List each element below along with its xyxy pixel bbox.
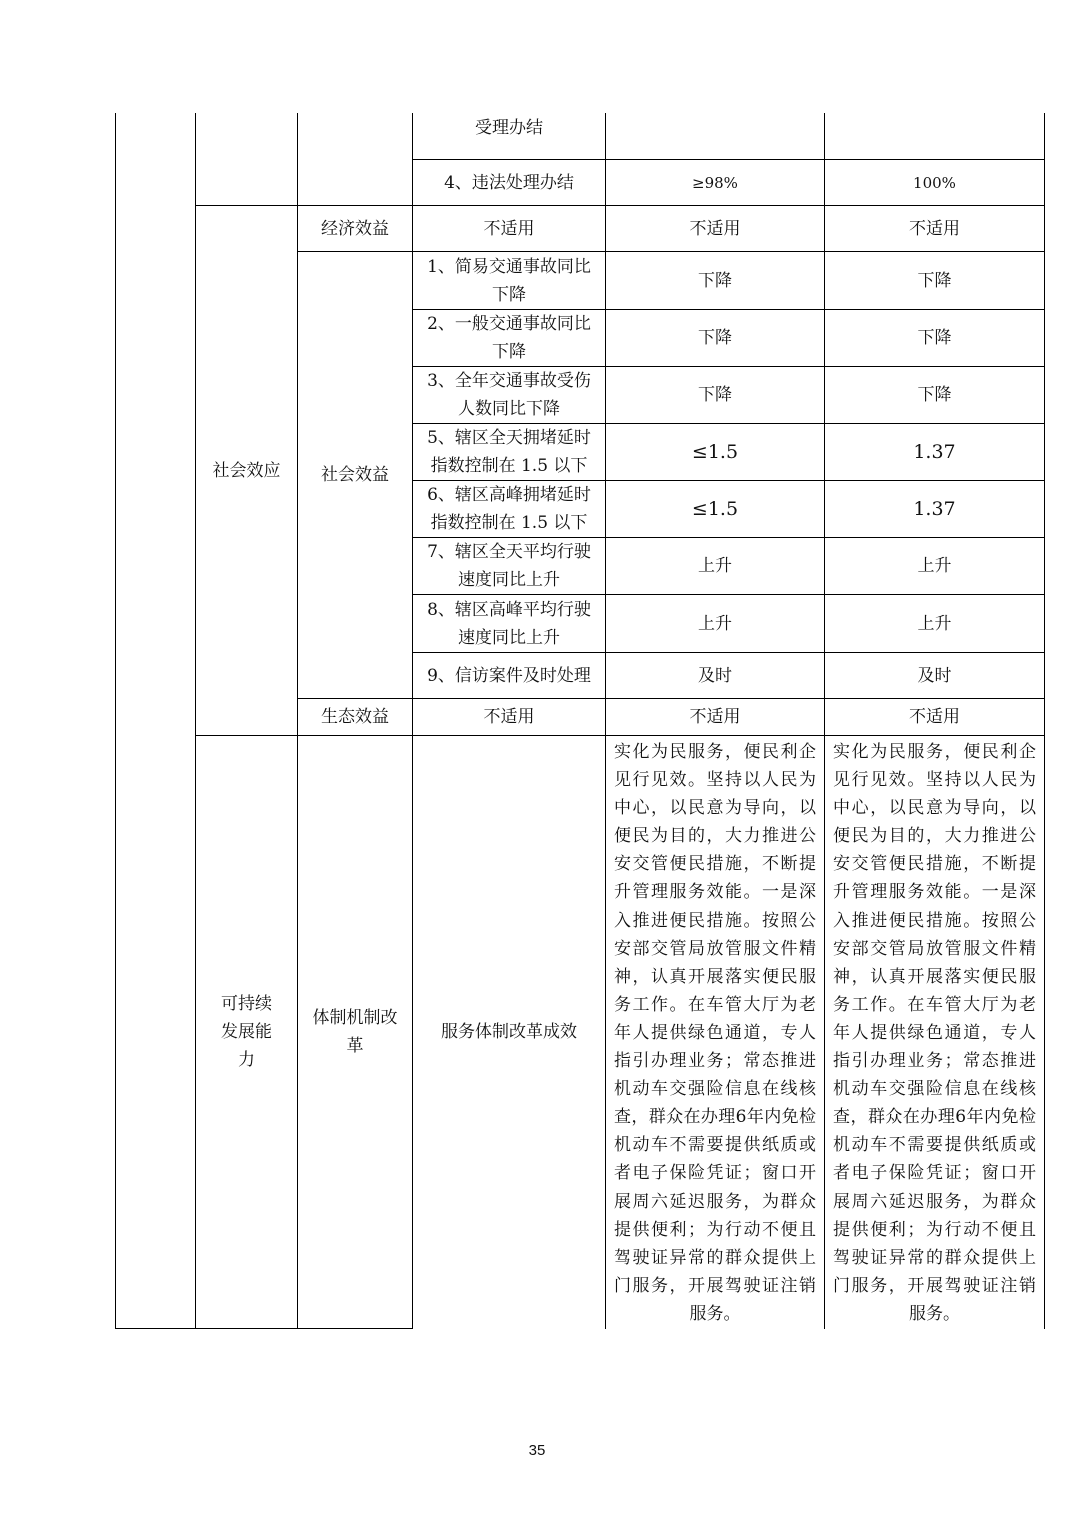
actual-cell: 1.37	[913, 441, 956, 463]
target-cell: 下降	[698, 385, 732, 405]
target-cell: ≥98%	[692, 173, 738, 192]
indicator-cell: 不适用	[483, 707, 535, 727]
indicator-cell: 9、信访案件及时处理	[427, 665, 591, 686]
actual-cell: 上升	[917, 556, 952, 576]
indicator-cell: 1、简易交通事故同比下降	[427, 256, 591, 305]
level2-cell-social-effect: 社会效应	[212, 460, 281, 481]
level3-cell-reform: 体制机制改革	[312, 1008, 398, 1056]
target-cell: 不适用	[689, 707, 741, 727]
actual-cell: 及时	[917, 665, 952, 686]
row-line-bottom	[115, 1328, 413, 1329]
level3-cell-economic: 经济效益	[321, 218, 389, 239]
indicator-cell: 不适用	[483, 218, 535, 239]
target-cell: ≤1.5	[691, 441, 739, 463]
indicator-cell-reform: 服务体制改革成效	[441, 1022, 577, 1042]
actual-cell: 下降	[917, 270, 952, 291]
actual-cell: 上升	[917, 613, 952, 634]
actual-cell: 1.37	[913, 498, 956, 520]
actual-cell: 下降	[917, 385, 952, 405]
target-cell: 及时	[698, 665, 732, 686]
indicator-cell: 3、全年交通事故受伤人数同比下降	[427, 371, 591, 419]
indicator-cell: 5、辖区全天拥堵延时指数控制在 1.5 以下	[427, 428, 591, 476]
target-cell-reform-text: 实化为民服务，便民利企见行见效。坚持以人民为中心，以民意为导向，以便民为目的，大力推进公安交管便民措施，不断提升管理服务效能。一是深入推进便民措施。按照公安部交管局放管服文件精神，认真开展落实便民服务工作。在车管大厅为老年人提供绿色通道，专人指引办理业务；常态推进机动车交强险信息在线核查，群众在办理6年内免检机动车不需要提供纸质或者电子保险凭证；窗口开展周六延迟服务，为群众提供便利；为行动不便且驾驶证异常的群众提供上门服务，开展驾驶证注销服务。	[614, 742, 816, 1324]
page-number: 35	[528, 1442, 546, 1459]
indicator-cell: 4、违法处理办结	[444, 172, 574, 193]
target-cell: 下降	[698, 328, 732, 348]
target-cell: 上升	[698, 613, 732, 634]
level3-cell-ecological: 生态效益	[321, 707, 389, 727]
indicator-cell: 8、辖区高峰平均行驶速度同比上升	[427, 599, 591, 648]
col-line-6	[1044, 113, 1045, 1329]
actual-cell: 不适用	[909, 707, 960, 727]
actual-cell: 下降	[917, 328, 952, 348]
col-line-0	[115, 113, 116, 1329]
target-cell: ≤1.5	[691, 498, 739, 520]
indicator-cell: 受理办结	[475, 118, 543, 138]
target-cell: 下降	[698, 270, 732, 291]
level3-cell-social-benefit: 社会效益	[321, 465, 389, 485]
indicator-cell: 7、辖区全天平均行驶速度同比上升	[427, 542, 591, 590]
target-cell: 不适用	[689, 218, 741, 239]
indicator-cell: 2、一般交通事故同比下降	[427, 314, 591, 362]
level2-cell-sustainability: 可持续发展能力	[221, 994, 272, 1070]
indicator-cell: 6、辖区高峰拥堵延时指数控制在 1.5 以下	[427, 485, 591, 533]
target-cell: 上升	[698, 556, 732, 576]
actual-cell: 100%	[913, 173, 956, 192]
actual-cell-reform-text: 实化为民服务，便民利企见行见效。坚持以人民为中心，以民意为导向，以便民为目的，大力推进公安交管便民措施，不断提升管理服务效能。一是深入推进便民措施。按照公安部交管局放管服文件精神，认真开展落实便民服务工作。在车管大厅为老年人提供绿色通道，专人指引办理业务；常态推进机动车交强险信息在线核查，群众在办理6年内免检机动车不需要提供纸质或者电子保险凭证；窗口开展周六延迟服务，为群众提供便利；为行动不便且驾驶证异常的群众提供上门服务，开展驾驶证注销服务。	[833, 742, 1036, 1324]
actual-cell: 不适用	[909, 218, 960, 239]
